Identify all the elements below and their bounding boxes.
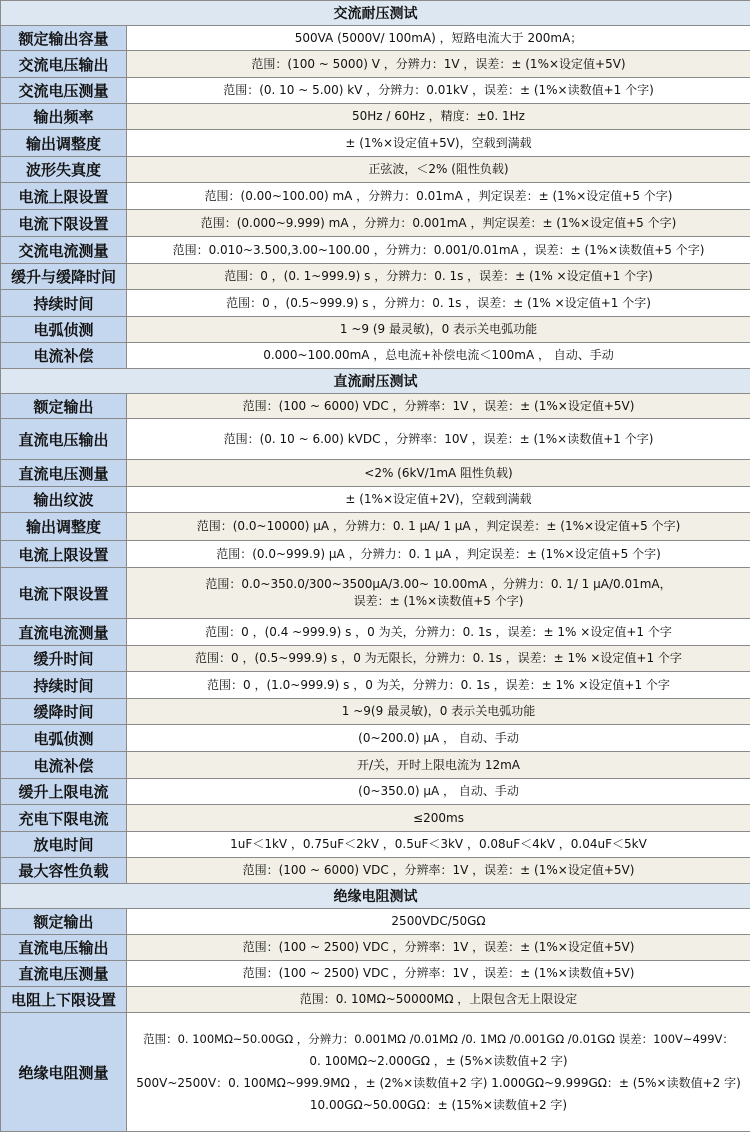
section-title: 绝缘电阻测试 xyxy=(1,884,750,909)
spec-label: 电弧侦测 xyxy=(1,725,127,752)
spec-row xyxy=(1,210,750,237)
spec-row xyxy=(1,237,750,264)
spec-value-line: 50Hz / 60Hz ，精度：±0. 1Hz xyxy=(131,108,746,125)
spec-row xyxy=(1,541,750,568)
spec-value xyxy=(127,935,750,961)
spec-row xyxy=(1,394,750,419)
section-header-row xyxy=(1,1,750,26)
spec-value xyxy=(127,672,750,699)
spec-row xyxy=(1,104,750,130)
spec-value xyxy=(127,183,750,210)
spec-value-line: 范围：(0. 10 ~ 6.00) kVDC ，分辨率：10V ，误差：± (1%×读数值+1 个字) xyxy=(131,431,746,448)
spec-label: 电流补偿 xyxy=(1,343,127,369)
spec-value-line: 范围：0 ，(1.0~999.9) s ，0 为关，分辨力：0. 1s ，误差：± 1% ×设定值+1 个字 xyxy=(131,677,746,694)
spec-value-line: <2% (6kV/1mA 阻性负载) xyxy=(131,465,746,482)
spec-value xyxy=(127,1013,750,1132)
spec-value-line: 范围：(100 ~ 5000) V ，分辨力：1V ，误差：± (1%×设定值+5V) xyxy=(131,56,746,73)
spec-value xyxy=(127,725,750,752)
spec-value-line: 10.00GΩ~50.00GΩ：± (15%×读数值+2 字) xyxy=(131,1094,746,1116)
spec-label: 缓升时间 xyxy=(1,646,127,672)
spec-value xyxy=(127,78,750,104)
spec-row xyxy=(1,317,750,343)
spec-value-line: 范围：(100 ~ 6000) VDC ，分辨率：1V ，误差：± (1%×设定值+5V) xyxy=(131,398,746,415)
spec-label: 输出调整度 xyxy=(1,513,127,541)
spec-label: 电阻上下限设置 xyxy=(1,987,127,1013)
spec-label: 充电下限电流 xyxy=(1,805,127,832)
spec-label: 直流电压输出 xyxy=(1,935,127,961)
spec-value xyxy=(127,317,750,343)
spec-row xyxy=(1,487,750,513)
spec-value xyxy=(127,805,750,832)
spec-value xyxy=(127,104,750,130)
spec-row xyxy=(1,26,750,51)
spec-value-line: (0~350.0) μA ， 自动、手动 xyxy=(131,783,746,800)
spec-label: 输出频率 xyxy=(1,104,127,130)
spec-value xyxy=(127,210,750,237)
spec-value-line: ± (1%×设定值+2V)，空载到满载 xyxy=(131,491,746,508)
spec-value-line: ≤200ms xyxy=(131,810,746,827)
spec-value xyxy=(127,264,750,290)
spec-row xyxy=(1,130,750,157)
spec-value-line: 范围：0 ，(0.5~999.9) s ，0 为无限长，分辨力：0. 1s ，误差：± 1% ×设定值+1 个字 xyxy=(131,650,746,667)
section-title: 直流耐压测试 xyxy=(1,369,750,394)
spec-value xyxy=(127,779,750,805)
spec-row xyxy=(1,183,750,210)
spec-value-line: 范围：0. 10MΩ~50000MΩ ，上限包含无上限设定 xyxy=(131,991,746,1008)
spec-row xyxy=(1,419,750,460)
spec-label: 持续时间 xyxy=(1,290,127,317)
spec-label: 额定输出 xyxy=(1,909,127,935)
spec-value xyxy=(127,646,750,672)
spec-value-line: 正弦波，＜2% (阻性负载) xyxy=(131,161,746,178)
spec-label: 额定输出 xyxy=(1,394,127,419)
spec-label: 直流电压测量 xyxy=(1,460,127,487)
spec-value-line: 范围：(0.00~100.00) mA ，分辨力：0.01mA ，判定误差：± (1%×设定值+5 个字) xyxy=(131,188,746,205)
spec-value xyxy=(127,237,750,264)
spec-value xyxy=(127,394,750,419)
spec-value-line: 范围：0. 100MΩ~50.00GΩ ，分辨力：0.001MΩ /0.01MΩ /0. 1MΩ /0.001GΩ /0.01GΩ 误差：100V~499V： xyxy=(131,1028,746,1050)
spec-label: 持续时间 xyxy=(1,672,127,699)
spec-value-line: (0~200.0) μA ， 自动、手动 xyxy=(131,730,746,747)
spec-row xyxy=(1,779,750,805)
spec-value-line: 1uF＜1kV ，0.75uF＜2kV ，0.5uF＜3kV ，0.08uF＜4kV ，0.04uF＜5kV xyxy=(131,836,746,853)
spec-label: 最大容性负载 xyxy=(1,858,127,884)
spec-row xyxy=(1,290,750,317)
spec-value-line: 2500VDC/50GΩ xyxy=(131,913,746,930)
spec-row xyxy=(1,157,750,183)
spec-label: 波形失真度 xyxy=(1,157,127,183)
spec-value-line: 范围：0 ，(0. 1~999.9) s ，分辨力：0. 1s ，误差：± (1% ×设定值+1 个字) xyxy=(131,268,746,285)
spec-value-line: 误差：± (1%×读数值+5 个字) xyxy=(131,593,746,610)
spec-row xyxy=(1,343,750,369)
spec-value-line: 范围：(0.0~10000) μA ，分辨力：0. 1 μA/ 1 μA ，判定误差：± (1%×设定值+5 个字) xyxy=(131,518,746,535)
spec-value-line: 范围：(100 ~ 6000) VDC ，分辨率：1V ，误差：± (1%×设定值+5V) xyxy=(131,862,746,879)
spec-label: 缓降时间 xyxy=(1,699,127,725)
spec-label: 电流上限设置 xyxy=(1,183,127,210)
spec-label: 绝缘电阻测量 xyxy=(1,1013,127,1132)
spec-value-line: 范围：0 ，(0.5~999.9) s ，分辨力：0. 1s ，误差：± (1% ×设定值+1 个字) xyxy=(131,295,746,312)
spec-value-line: 范围：(0. 10 ~ 5.00) kV ，分辨力：0.01kV ，误差：± (1%×读数值+1 个字) xyxy=(131,82,746,99)
spec-value xyxy=(127,752,750,779)
spec-row xyxy=(1,699,750,725)
spec-label: 放电时间 xyxy=(1,832,127,858)
spec-value-line: 范围：(0.0~999.9) μA ，分辨力：0. 1 μA ，判定误差：± (1%×设定值+5 个字) xyxy=(131,546,746,563)
spec-value-line: 范围：(100 ~ 2500) VDC ，分辨率：1V ，误差：± (1%×设定值+5V) xyxy=(131,939,746,956)
spec-label: 交流电压测量 xyxy=(1,78,127,104)
spec-label: 交流电流测量 xyxy=(1,237,127,264)
spec-row xyxy=(1,961,750,987)
section-header-row xyxy=(1,369,750,394)
spec-value xyxy=(127,157,750,183)
section-title: 交流耐压测试 xyxy=(1,1,750,26)
spec-value xyxy=(127,26,750,51)
spec-value xyxy=(127,419,750,460)
spec-value-line: 0. 100MΩ~2.000GΩ ，± (5%×读数值+2 字) xyxy=(131,1050,746,1072)
spec-value xyxy=(127,513,750,541)
spec-row xyxy=(1,805,750,832)
spec-label: 直流电流测量 xyxy=(1,619,127,646)
spec-label: 电流补偿 xyxy=(1,752,127,779)
spec-label: 电弧侦测 xyxy=(1,317,127,343)
spec-row xyxy=(1,1013,750,1132)
spec-value xyxy=(127,619,750,646)
spec-value-line: 1 ~9 (9 最灵敏)，0 表示关电弧功能 xyxy=(131,321,746,338)
spec-value-line: 范围：0.0~350.0/300~3500μA/3.00~ 10.00mA ，分辨力：0. 1/ 1 μA/0.01mA， xyxy=(131,576,746,593)
spec-row xyxy=(1,909,750,935)
spec-value xyxy=(127,460,750,487)
spec-row xyxy=(1,264,750,290)
spec-value-line: 500V~2500V：0. 100MΩ~999.9MΩ ，± (2%×读数值+2 字) 1.000GΩ~9.999GΩ：± (5%×读数值+2 字) xyxy=(131,1072,746,1094)
spec-row xyxy=(1,568,750,619)
spec-table-body xyxy=(1,1,750,1132)
spec-value-line: 1 ~9(9 最灵敏)，0 表示关电弧功能 xyxy=(131,703,746,720)
spec-row xyxy=(1,935,750,961)
spec-value-line: 范围：0 ，(0.4 ~999.9) s ，0 为关，分辨力：0. 1s ，误差：± 1% ×设定值+1 个字 xyxy=(131,624,746,641)
spec-label: 电流上限设置 xyxy=(1,541,127,568)
spec-row xyxy=(1,51,750,78)
spec-row xyxy=(1,858,750,884)
spec-value xyxy=(127,909,750,935)
spec-label: 电流下限设置 xyxy=(1,568,127,619)
spec-value xyxy=(127,832,750,858)
spec-value-line: ± (1%×设定值+5V)，空载到满载 xyxy=(131,135,746,152)
spec-label: 额定输出容量 xyxy=(1,26,127,51)
spec-value-line: 范围：0.010~3.500,3.00~100.00 ，分辨力：0.001/0.01mA ，误差：± (1%×读数值+5 个字) xyxy=(131,242,746,259)
spec-value xyxy=(127,541,750,568)
spec-value-line: 500VA (5000V/ 100mA) ，短路电流大于 200mA； xyxy=(131,30,746,47)
spec-label: 输出调整度 xyxy=(1,130,127,157)
spec-value xyxy=(127,858,750,884)
spec-value xyxy=(127,290,750,317)
spec-value xyxy=(127,51,750,78)
spec-value-line: 0.000~100.00mA ，总电流+补偿电流＜100mA ， 自动、手动 xyxy=(131,347,746,364)
spec-value xyxy=(127,343,750,369)
spec-value xyxy=(127,699,750,725)
spec-row xyxy=(1,672,750,699)
section-header-row xyxy=(1,884,750,909)
spec-value xyxy=(127,568,750,619)
spec-row xyxy=(1,646,750,672)
spec-label: 缓升与缓降时间 xyxy=(1,264,127,290)
spec-row xyxy=(1,78,750,104)
spec-row xyxy=(1,513,750,541)
spec-label: 直流电压测量 xyxy=(1,961,127,987)
spec-row xyxy=(1,987,750,1013)
spec-row xyxy=(1,460,750,487)
spec-label: 缓升上限电流 xyxy=(1,779,127,805)
spec-value-line: 开/关，开时上限电流为 12mA xyxy=(131,757,746,774)
spec-value-line: 范围：(100 ~ 2500) VDC ，分辨率：1V ，误差：± (1%×读数值+5V) xyxy=(131,965,746,982)
spec-value xyxy=(127,487,750,513)
spec-value-line: 范围：(0.000~9.999) mA ，分辨力：0.001mA ，判定误差：± (1%×设定值+5 个字) xyxy=(131,215,746,232)
spec-row xyxy=(1,725,750,752)
spec-value xyxy=(127,987,750,1013)
spec-row xyxy=(1,752,750,779)
spec-value xyxy=(127,961,750,987)
spec-value xyxy=(127,130,750,157)
spec-row xyxy=(1,832,750,858)
spec-label: 交流电压输出 xyxy=(1,51,127,78)
spec-row xyxy=(1,619,750,646)
spec-label: 直流电压输出 xyxy=(1,419,127,460)
spec-label: 电流下限设置 xyxy=(1,210,127,237)
spec-label: 输出纹波 xyxy=(1,487,127,513)
